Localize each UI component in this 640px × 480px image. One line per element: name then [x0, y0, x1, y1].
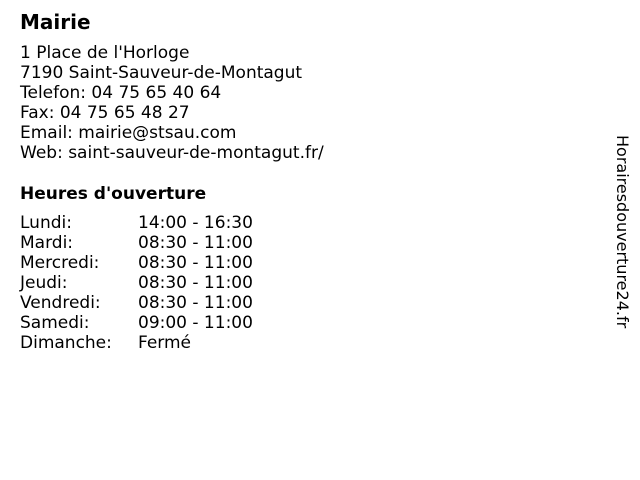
- address-street: 1 Place de l'Horloge: [20, 43, 190, 63]
- hours-row-wednesday: [20, 253, 280, 273]
- day-label: Mardi:: [20, 233, 74, 253]
- opening-hours-heading: Heures d'ouverture: [20, 184, 207, 204]
- day-label: Dimanche:: [20, 333, 112, 353]
- address-city: 7190 Saint-Sauveur-de-Montagut: [20, 63, 303, 83]
- hours-row-saturday: [20, 313, 280, 333]
- day-label: Lundi:: [20, 213, 72, 233]
- day-label: Vendredi:: [20, 293, 101, 313]
- opening-hours-list: [20, 213, 280, 353]
- hours-row-sunday: [20, 333, 280, 353]
- hours-row-friday: [20, 293, 280, 313]
- time-value: 08:30 - 11:00: [138, 293, 253, 313]
- hours-row-monday: [20, 213, 280, 233]
- website-url: Web: saint-sauveur-de-montagut.fr/: [20, 143, 324, 163]
- time-value: 08:30 - 11:00: [138, 273, 253, 293]
- page-title: Mairie: [20, 10, 91, 34]
- time-value: Fermé: [138, 333, 192, 353]
- day-label: Mercredi:: [20, 253, 100, 273]
- hours-row-thursday: [20, 273, 280, 293]
- fax-number: Fax: 04 75 65 48 27: [20, 103, 190, 123]
- day-label: Jeudi:: [20, 273, 68, 293]
- time-value: 08:30 - 11:00: [138, 253, 253, 273]
- email-address: Email: mairie@stsau.com: [20, 123, 237, 143]
- time-value: 09:00 - 11:00: [138, 313, 253, 333]
- address-block: [20, 43, 324, 163]
- site-watermark: Horairesdouverture24.fr: [613, 135, 632, 329]
- phone-number: Telefon: 04 75 65 40 64: [20, 83, 222, 103]
- time-value: 14:00 - 16:30: [138, 213, 253, 233]
- time-value: 08:30 - 11:00: [138, 233, 253, 253]
- day-label: Samedi:: [20, 313, 90, 333]
- hours-row-tuesday: [20, 233, 280, 253]
